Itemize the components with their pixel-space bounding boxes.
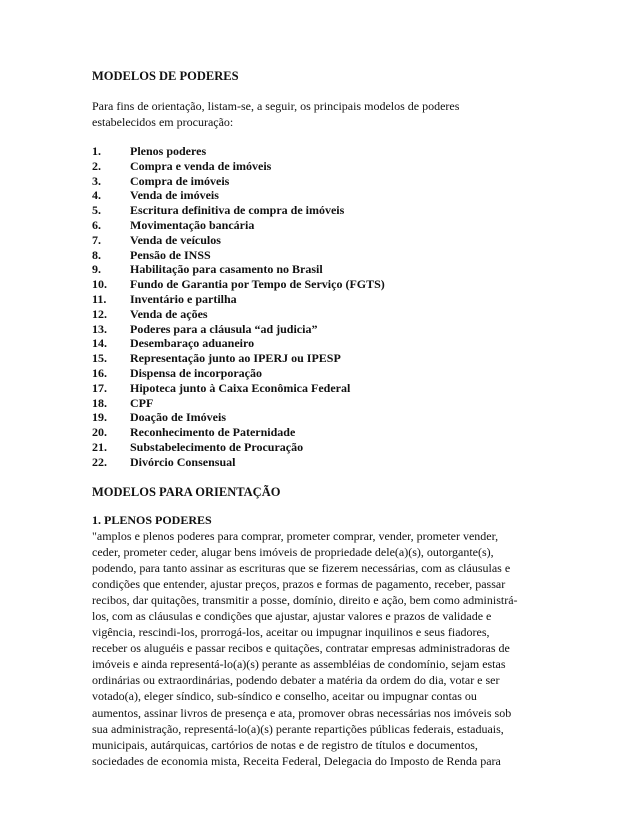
- body-line: municipais, autárquicas, cartórios de notas e de registro de títulos e documentos,: [92, 737, 478, 752]
- list-item-number: 8.: [92, 247, 101, 262]
- list-item-label: Substabelecimento de Procuração: [130, 439, 304, 454]
- body-paragraph: [92, 528, 552, 769]
- list-item: [92, 203, 552, 218]
- list-item: [92, 440, 552, 455]
- list-item-number: 14.: [92, 336, 107, 351]
- list-item-label: Reconhecimento de Paternidade: [130, 425, 296, 440]
- list-item-number: 21.: [92, 439, 107, 454]
- list-item: [92, 410, 552, 425]
- list-item-number: 2.: [92, 158, 101, 173]
- list-item: [92, 188, 552, 203]
- list-item-label: Venda de imóveis: [130, 188, 219, 203]
- list-item-number: 12.: [92, 306, 107, 321]
- list-item-label: Desembaraço aduaneiro: [130, 336, 255, 351]
- list-item-label: Pensão de INSS: [130, 247, 211, 262]
- body-line: ceder, prometer ceder, alugar bens imóveis de propriedade dele(a)(s), outorgante(s),: [92, 544, 494, 559]
- body-line: aumentos, assinar livros de presença e ata, promover obras necessárias nos imóveis sob: [92, 705, 512, 720]
- list-item-number: 10.: [92, 277, 107, 292]
- list-item-label: Compra de imóveis: [130, 173, 230, 188]
- list-item-label: Escritura definitiva de compra de imóveis: [130, 203, 345, 218]
- body-line: vigência, rescindi-los, prorrogá-los, aceitar ou impugnar inquilinos e seus fiadores,: [92, 625, 490, 640]
- list-item: [92, 277, 552, 292]
- list-item-number: 1.: [92, 144, 101, 158]
- body-line: recibos, dar quitações, transmitir a posse, domínio, direito e ação, bem como administrá-: [92, 592, 518, 607]
- list-item: [92, 381, 552, 396]
- list-item-number: 13.: [92, 321, 107, 336]
- list-item-number: 18.: [92, 395, 107, 410]
- list-item-number: 7.: [92, 232, 101, 247]
- list-item: [92, 144, 552, 159]
- list-item-number: 11.: [92, 291, 107, 306]
- list-item-label: Doação de Imóveis: [130, 410, 226, 425]
- list-item: [92, 262, 552, 277]
- list-item-label: Inventário e partilha: [130, 291, 237, 306]
- list-item-label: Venda de ações: [130, 306, 208, 321]
- list-item: [92, 366, 552, 381]
- body-line: votado(a), eleger síndico, sub-síndico e conselho, aceitar ou impugnar contas ou: [92, 689, 477, 704]
- list-item: [92, 307, 552, 322]
- body-line: los, com as cláusulas e condições que ajustar, ajustar valores e prazos de validade e: [92, 609, 492, 623]
- list-item: [92, 336, 552, 351]
- list-item: [92, 233, 552, 248]
- list-item-label: Venda de veículos: [130, 232, 221, 247]
- list-item: [92, 159, 552, 174]
- document-title: MODELOS DE PODERES: [92, 69, 239, 83]
- body-line: podendo, para tanto assinar as escrituras que se fizerem necessárias, com as cláusulas e: [92, 560, 511, 575]
- intro-line: estabelecidos em procuração:: [92, 115, 234, 129]
- list-item: [92, 248, 552, 263]
- list-item: [92, 455, 552, 470]
- subsection-title: 1. PLENOS PODERES: [92, 512, 212, 527]
- body-line: sociedades de economia mista, Receita Federal, Delegacia do Imposto de Renda para: [92, 753, 501, 768]
- list-item: [92, 425, 552, 440]
- list-item: [92, 322, 552, 337]
- intro-paragraph: [92, 98, 552, 130]
- document-page: [92, 68, 552, 769]
- list-item-label: CPF: [130, 395, 154, 410]
- list-item: [92, 292, 552, 307]
- list-item-number: 20.: [92, 425, 107, 440]
- list-item: [92, 396, 552, 411]
- intro-line: Para fins de orientação, listam-se, a seguir, os principais modelos de poderes: [92, 99, 460, 113]
- list-item-number: 19.: [92, 410, 107, 425]
- list-item-number: 16.: [92, 365, 107, 380]
- list-item-label: Hipoteca junto à Caixa Econômica Federal: [130, 380, 351, 395]
- list-item-label: Divórcio Consensual: [130, 454, 236, 469]
- body-line: sua administração, representá-lo(a)(s) perante repartições públicas federais, estaduais,: [92, 721, 504, 736]
- body-line: imóveis e ainda representá-lo(a)(s) perante as assembléias de condomínio, sejam estas: [92, 657, 506, 672]
- models-list: [92, 144, 552, 470]
- list-item-label: Habilitação para casamento no Brasil: [130, 262, 323, 277]
- list-item: [92, 351, 552, 366]
- list-item-label: Poderes para a cláusula “ad judicia”: [130, 321, 318, 336]
- list-item-label: Dispensa de incorporação: [130, 365, 262, 380]
- list-item-label: Compra e venda de imóveis: [130, 158, 272, 173]
- list-item-label: Fundo de Garantia por Tempo de Serviço (FGTS): [130, 277, 385, 292]
- list-item-number: 22.: [92, 454, 107, 469]
- list-item-number: 17.: [92, 380, 107, 395]
- list-item: [92, 174, 552, 189]
- list-item-label: Representação junto ao IPERJ ou IPESP: [130, 351, 341, 366]
- list-item-number: 6.: [92, 217, 101, 232]
- list-item-number: 5.: [92, 203, 101, 218]
- body-line: condições que entender, ajustar preços, prazos e formas de pagamento, receber, passar: [92, 576, 506, 591]
- body-line: "amplos e plenos poderes para comprar, prometer comprar, vender, prometer vender,: [92, 528, 499, 543]
- body-line: receber os aluguéis e passar recibos e quitações, contratar empresas administradoras de: [92, 641, 510, 656]
- list-item-label: Movimentação bancária: [130, 217, 255, 232]
- body-line: ordinárias ou extraordinárias, podendo debater a matéria da ordem do dia, votar e ser: [92, 673, 500, 688]
- list-item-number: 15.: [92, 351, 107, 366]
- list-item-number: 9.: [92, 262, 101, 277]
- list-item-number: 4.: [92, 188, 101, 203]
- list-item-label: Plenos poderes: [130, 144, 207, 158]
- list-item-number: 3.: [92, 173, 101, 188]
- section-title: MODELOS PARA ORIENTAÇÃO: [92, 484, 281, 499]
- list-item: [92, 218, 552, 233]
